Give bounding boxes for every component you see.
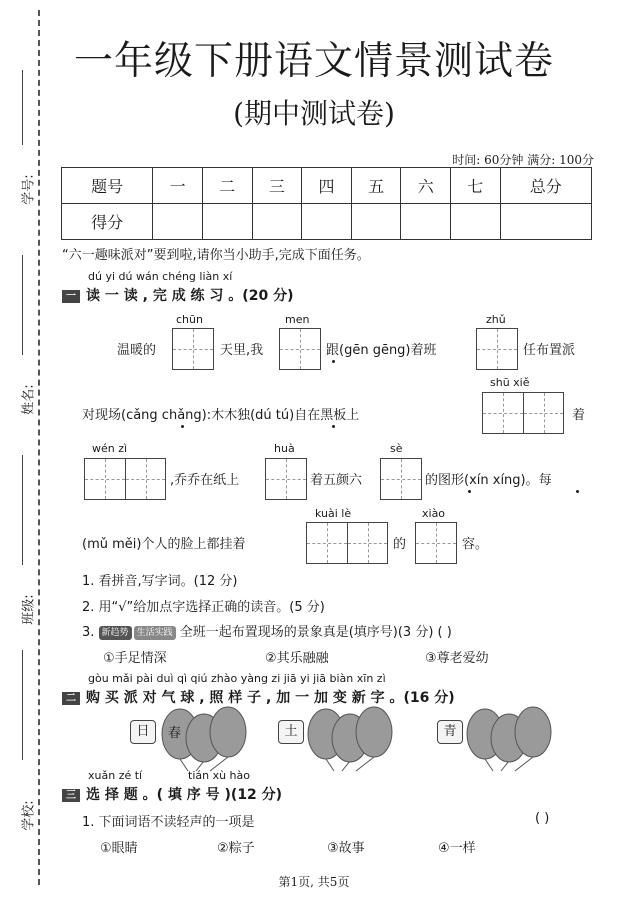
question-3 — [82, 621, 452, 640]
question-3-text: 全班一起布置现场的景象真是(填序号)(3 分) ( ) — [179, 625, 452, 640]
xingming-label: 姓名: — [21, 384, 37, 415]
intro-text: “六一趣味派对”要到啦,请你当小助手,完成下面任务。 — [62, 248, 370, 263]
section-title: 选 择 题 。( 填 序 号 )(12 分) — [86, 787, 283, 803]
score-header-cell: 六 — [401, 168, 451, 204]
writing-grid[interactable] — [265, 458, 307, 500]
score-cell[interactable] — [401, 204, 451, 240]
score-cell[interactable] — [202, 204, 252, 240]
passage-text: 的 — [393, 537, 407, 552]
score-header-cell: 四 — [302, 168, 352, 204]
page-subtitle: (期中测试卷) — [233, 97, 395, 130]
passage-text: 容。 — [462, 537, 489, 552]
score-header-cell: 三 — [252, 168, 302, 204]
pinyin-shuxie: shū xiě — [490, 376, 530, 389]
section-title: 读 一 读 , 完 成 练 习 。(20 分) — [86, 288, 294, 304]
banji-label: 班级: — [21, 594, 37, 625]
passage-text: 对现场(cǎng chǎng):木木独(dú tú)自在黑板上 — [82, 408, 360, 423]
score-cell[interactable] — [252, 204, 302, 240]
sec3-pinyin-b: tián xù hào — [188, 769, 250, 782]
pinyin-xiao: xiào — [422, 507, 446, 520]
passage-text: 的图形(xín xíng)。每 — [425, 473, 552, 488]
option[interactable]: ③故事 — [327, 841, 365, 856]
banji-write-line[interactable] — [22, 455, 23, 565]
option[interactable]: ②粽子 — [217, 841, 255, 856]
option[interactable]: ①手足情深 — [103, 651, 167, 666]
score-header-cell: 五 — [351, 168, 401, 204]
score-row-label: 得分 — [62, 204, 153, 240]
balloon-icon[interactable] — [515, 707, 551, 771]
score-cell[interactable] — [153, 204, 203, 240]
option[interactable]: ③尊老爱幼 — [425, 651, 489, 666]
score-cell[interactable] — [302, 204, 352, 240]
balloon-group — [463, 705, 555, 773]
binding-dashed-line — [38, 10, 40, 885]
writing-grid[interactable] — [415, 522, 457, 564]
score-header-cell: 题号 — [62, 168, 153, 204]
option[interactable]: ①眼睛 — [100, 841, 138, 856]
score-cell[interactable] — [500, 204, 591, 240]
page-title: 一年级下册语文情景测试卷 — [73, 39, 554, 84]
writing-grid[interactable] — [476, 328, 518, 370]
section-title: 购 买 派 对 气 球 , 照 样 子 , 加 一 加 变 新 字 。(16 分) — [86, 690, 455, 706]
pinyin-men: men — [285, 313, 310, 326]
question-3-number: 3. — [82, 625, 95, 640]
writing-grid[interactable] — [172, 328, 214, 370]
pinyin-kuaile: kuài lè — [315, 507, 352, 520]
xuexiao-label: 学校: — [21, 800, 37, 831]
passage-text: ,乔乔在纸上 — [170, 473, 240, 488]
balloon-icon[interactable] — [356, 707, 392, 771]
score-header-row — [62, 168, 592, 204]
sec2-pinyin: gòu mǎi pài duì qì qiú zhào yàng zi jiā yi jiā biàn xīn zì — [88, 672, 386, 685]
sec3-pinyin-a: xuǎn zé tí — [88, 769, 143, 782]
answer-paren[interactable]: ( ) — [535, 811, 550, 826]
new-trend-tag: 新趋势 — [99, 626, 132, 640]
life-practice-tag: 生活实践 — [134, 626, 176, 640]
writing-grid[interactable] — [84, 458, 166, 500]
balloon-icon[interactable] — [210, 707, 246, 771]
sec1-pinyin: dú yi dú wán chéng liàn xí — [88, 270, 233, 283]
score-header-cell: 一 — [153, 168, 203, 204]
passage-text: 温暖的 — [117, 343, 157, 358]
section-2-heading — [62, 687, 455, 707]
score-cell[interactable] — [451, 204, 501, 240]
question-2: 2. 用“√”给加点字选择正确的读音。(5 分) — [82, 600, 325, 615]
passage-text: 着五颜六 — [310, 473, 363, 488]
passage-text: 任布置派 — [523, 343, 576, 358]
base-char-box: 青 — [437, 720, 463, 744]
time-info: 时间: 60分钟 满分: 100分 — [452, 153, 594, 167]
writing-grid[interactable] — [482, 392, 564, 434]
passage-text: 天里,我 — [220, 343, 264, 358]
passage-text: (mǔ měi)个人的脸上都挂着 — [82, 537, 246, 552]
section-number: 一 — [62, 290, 80, 303]
section-3-heading — [62, 784, 282, 804]
score-row — [62, 204, 592, 240]
writing-grid[interactable] — [306, 522, 388, 564]
pinyin-hua: huà — [274, 442, 295, 455]
passage-text: 跟(gēn gēng)着班 — [326, 343, 437, 358]
emphasis-dot — [576, 490, 579, 493]
emphasis-dot — [332, 425, 335, 428]
pinyin-wenzi: wén zì — [92, 442, 128, 455]
option[interactable]: ②其乐融融 — [265, 651, 329, 666]
score-header-cell: 总分 — [500, 168, 591, 204]
writing-grid[interactable] — [279, 328, 321, 370]
xuexiao-write-line[interactable] — [22, 650, 23, 760]
score-table — [61, 167, 592, 240]
score-header-cell: 七 — [451, 168, 501, 204]
pinyin-se: sè — [390, 442, 403, 455]
score-cell[interactable] — [351, 204, 401, 240]
section-number: 三 — [62, 789, 80, 802]
emphasis-dot — [468, 490, 471, 493]
pinyin-zhu: zhǔ — [486, 313, 506, 326]
option[interactable]: ④一样 — [438, 841, 476, 856]
xuehao-label: 学号: — [21, 174, 37, 205]
sec3-question-1: 1. 下面词语不读轻声的一项是 — [82, 815, 255, 830]
xingming-write-line[interactable] — [22, 255, 23, 355]
writing-grid[interactable] — [380, 458, 422, 500]
score-header-cell: 二 — [202, 168, 252, 204]
emphasis-dot — [181, 425, 184, 428]
base-char-box: 土 — [278, 720, 304, 744]
section-1-heading — [62, 285, 293, 305]
base-char-box: 日 — [130, 720, 156, 744]
emphasis-dot — [332, 360, 335, 363]
page-footer: 第1页, 共5页 — [278, 875, 350, 889]
section-number: 二 — [62, 692, 80, 705]
pinyin-chun: chūn — [176, 313, 203, 326]
question-1: 1. 看拼音,写字词。(12 分) — [82, 574, 238, 589]
balloon-answer-char: 春 — [168, 726, 182, 741]
balloon-group — [304, 705, 396, 773]
passage-text: 着 — [572, 408, 586, 423]
